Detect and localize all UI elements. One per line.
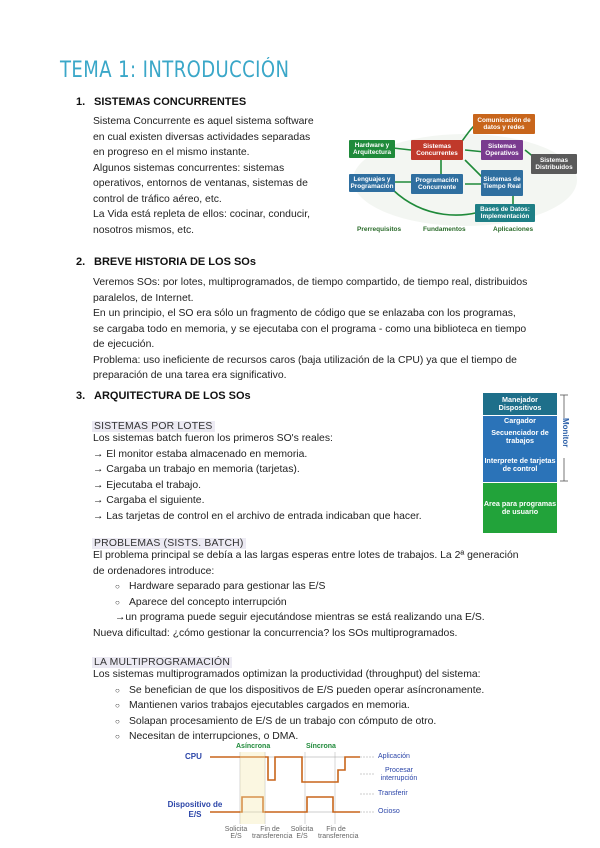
text-line: → Ejecutaba el trabajo. xyxy=(93,479,202,491)
highlight-label: LA MULTIPROGRAMACIÓN xyxy=(94,657,231,668)
legend-transfer: Transferir xyxy=(378,790,408,797)
arch-block-loader: Cargador xyxy=(483,416,557,426)
timing-diagram xyxy=(160,742,430,842)
section-number: 2. xyxy=(76,256,86,268)
legend-idle: Ocioso xyxy=(378,808,400,815)
section-title: BREVE HISTORIA DE LOS SOs xyxy=(94,256,256,268)
text-line: de ejecución. xyxy=(93,339,155,350)
text-line: en cual existen diversas actividades separadas xyxy=(93,131,311,143)
multiprogramming-text xyxy=(93,667,573,745)
text-line: Los sistemas batch fueron los primeros SO's reales: xyxy=(93,433,333,444)
diagram-box-real-time: Sistemas de Tiempo Real xyxy=(481,170,523,196)
cpu-label: CPU xyxy=(185,752,202,761)
text-line: preparación de una tarea era significativo. xyxy=(93,370,287,381)
arch-block-user-area: Area para programas de usuario xyxy=(483,483,557,533)
text-line: → Cargaba el siguiente. xyxy=(93,495,205,506)
text-line: La Vida está repleta de ellos: cocinar, conducir, xyxy=(93,209,310,220)
text-line: Sistema Concurrente es aquel sistema software xyxy=(93,116,314,127)
text-line: Nueva dificultad: ¿cómo gestionar la concurrencia? los SOs multiprogramados. xyxy=(93,627,458,639)
device-label: Dispositivo de E/S xyxy=(167,800,223,819)
highlight-label: PROBLEMAS (SISTS. BATCH) xyxy=(94,538,244,549)
text-line: Problema: uso ineficiente de recursos caros (baja utilización de la CPU) ya que el tiempo de xyxy=(93,354,517,366)
section-number: 1. xyxy=(76,96,86,108)
diagram-box-databases: Bases de Datos: Implementación xyxy=(475,204,535,222)
text-line: Veremos SOs: por lotes, multiprogramados, de tiempo compartido, de tiempo real, distribuidos xyxy=(93,277,528,288)
text-line: → El monitor estaba almacenado en memoria. xyxy=(93,448,308,460)
diagram-box-concurrent-systems: Sistemas Concurrentes xyxy=(411,140,463,160)
sync-label: Síncrona xyxy=(306,743,336,750)
list-item: ○ Se benefician de que los dispositivos de E/S pueden operar asíncronamente. xyxy=(115,684,485,696)
arch-block-sequencer: Secuenciador de trabajos xyxy=(483,426,557,448)
text-line: → Cargaba un trabajo en memoria (tarjetas). xyxy=(93,464,300,475)
list-item: ○ Necesitan de interrupciones, o DMA. xyxy=(115,731,299,742)
diagram-box-concurrent-programming: Programación Concurrente xyxy=(411,174,463,194)
section-3-heading xyxy=(76,390,251,402)
list-item: ○ Solapan procesamiento de E/S de un trabajo con cómputo de otro. xyxy=(115,715,437,727)
page-title: TEMA 1: INTRODUCCIÓN xyxy=(60,58,290,83)
text-line: Los sistemas multiprogramados optimizan la productividad (throughput) del sistema: xyxy=(93,669,481,680)
monitor-label: Monitor xyxy=(558,418,570,458)
section-1-text xyxy=(93,114,343,238)
legend-interrupt: Procesar interrupción xyxy=(380,767,418,782)
section-2-text xyxy=(93,275,563,384)
text-line: El problema principal se debía a las largas esperas entre lotes de trabajos. La 2ª generación xyxy=(93,550,519,561)
arch-block-interpreter: Interprete de tarjetas de control xyxy=(483,448,557,482)
diagram-box-operating-systems: Sistemas Operativos xyxy=(481,140,523,160)
text-line: → Las tarjetas de control en el archivo de entrada indicaban que hacer. xyxy=(93,510,422,522)
list-item: ○ Aparece del concepto interrupción xyxy=(115,596,287,608)
diagram-box-languages: Lenguajes y Programación xyxy=(350,175,394,190)
list-item: ○ Hardware separado para gestionar las E/S xyxy=(115,581,326,592)
text-line: control de tráfico aéreo, etc. xyxy=(93,193,222,205)
bottom-label-request-2: Solicita E/S xyxy=(290,826,314,840)
text-line: en progreso en el mismo instante. xyxy=(93,147,250,158)
problems-text xyxy=(93,548,573,641)
diagram-label-prereq: Prerrequisitos xyxy=(357,226,402,233)
section-title: SISTEMAS CONCURRENTES xyxy=(94,96,247,108)
diagram-label-applications: Aplicaciones xyxy=(493,226,534,233)
highlight-label: SISTEMAS POR LOTES xyxy=(94,421,213,432)
text-line: →un programa puede seguir ejecutándose mientras se está realizando una E/S. xyxy=(115,612,485,623)
diagram-label-fundamentals: Fundamentos xyxy=(423,226,466,233)
bottom-label-end-2: Fin de transferencia xyxy=(318,826,359,840)
bottom-label-end-1: Fin de transferencia xyxy=(252,826,293,840)
text-line: operativos, entornos de ventanas, sistemas de xyxy=(93,178,308,189)
section-2-heading xyxy=(76,256,256,268)
batch-text xyxy=(93,431,473,524)
section-1-heading xyxy=(76,96,246,108)
async-label: Asíncrona xyxy=(236,743,271,750)
diagram-box-communications: Comunicación de datos y redes xyxy=(473,114,535,134)
diagram-box-hardware: Hardware y Arquitectura xyxy=(349,140,395,158)
list-item: ○ Mantienen varios trabajos ejecutables cargados en memoria. xyxy=(115,700,410,711)
text-line: de ordenadores introduce: xyxy=(93,565,215,577)
text-line: En un principio, el SO era sólo un fragmento de código que se enlazaba con los programas, xyxy=(93,308,516,319)
concurrency-diagram xyxy=(345,110,585,238)
legend-application: Aplicación xyxy=(378,753,410,760)
arch-block-device-manager: Manejador Dispositivos xyxy=(483,393,557,415)
section-title: ARQUITECTURA DE LOS SOs xyxy=(94,390,251,402)
bottom-label-request-1: Solicita E/S xyxy=(224,826,248,840)
text-line: paralelos, de Internet. xyxy=(93,292,194,304)
diagram-box-distributed-systems: Sistemas Distribuidos xyxy=(531,154,577,174)
text-line: se cargaba todo en memoria, y se ejecutaba con el programa - como una biblioteca en tiempo xyxy=(93,323,527,335)
text-line: Algunos sistemas concurrentes: sistemas xyxy=(93,162,285,174)
section-number: 3. xyxy=(76,390,86,402)
text-line: nosotros mismos, etc. xyxy=(93,224,195,236)
